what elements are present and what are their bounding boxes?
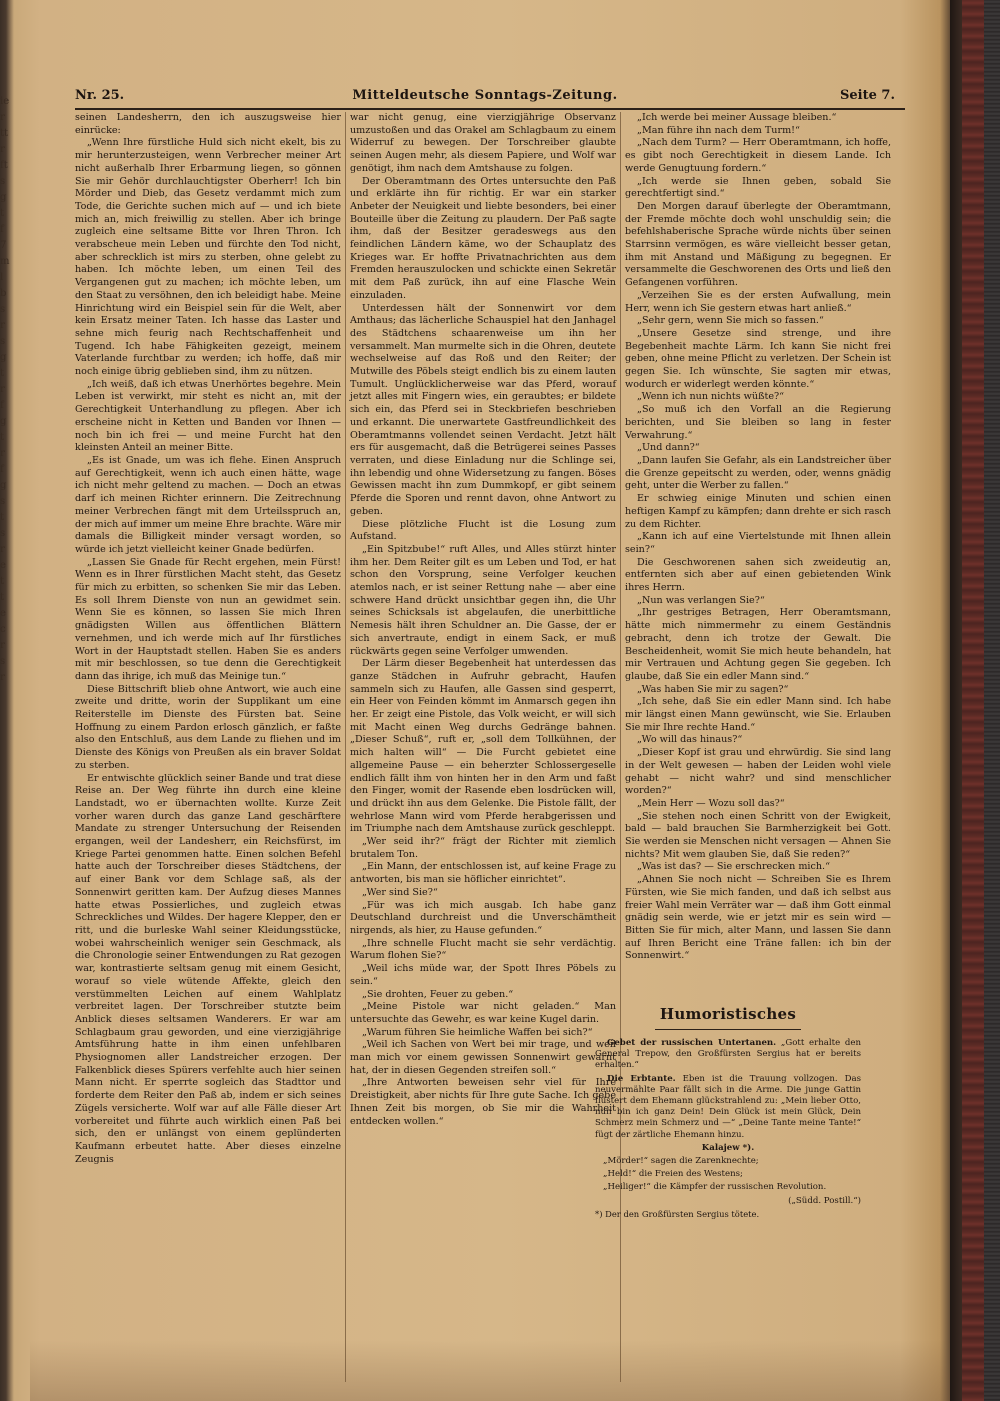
paragraph: „Wo will das hinaus?“: [637, 734, 743, 746]
header-rule: [75, 108, 905, 110]
issue-number: Nr. 25.: [75, 88, 125, 103]
paragraph: „Ich werde sie Ihnen geben, sobald Sie gerechtfertigt sind.“: [625, 175, 891, 200]
margin-fragment: ft: [0, 160, 8, 171]
humor-item: [595, 1074, 861, 1141]
margin-fragment: m: [0, 256, 10, 267]
paragraph: „Wer seid ihr?“ frägt der Richter mit ziemlich brutalem Ton.: [350, 836, 616, 860]
margin-fragment: r: [0, 320, 5, 331]
previous-page-edge: [0, 95, 14, 1375]
paragraph: „Und dann?“: [637, 442, 700, 454]
margin-fragment: c: [0, 624, 6, 635]
paragraph: „Wenn ich nun nichts wüßte?“: [637, 391, 785, 403]
paper-title: Mitteldeutsche Sonntags-Zeitung.: [352, 88, 618, 103]
paragraph: „Nach dem Turm? — Herr Oberamtmann, ich hoffe, es gibt noch Gerechtigkeit in diesem Lande. Ich werde Genugtuung fordern.“: [625, 137, 891, 174]
paragraph: Der Oberamtmann des Ortes untersuchte den Paß und erklärte ihn für richtig. Er war ein starker Anbeter der Neuigkeit und liebte besonders, bei einer Bouteille über die Zeitung zu plaudern. Der Paß sagte ihm, daß der Besitzer geradeswegs aus den feindlichen Ländern käme, wo der Schauplatz des Krieges war. Er hoffte Privatnachrichten aus dem Fremden herauszulocken und schickte einen Sekretär mit dem Paß zurück, ihn auf eine Flasche Wein einzuladen.: [350, 175, 616, 301]
paragraph: seinen Landesherrn, den ich auszugsweise hier einrücke:: [75, 112, 341, 136]
paragraph: „Was ist das? — Sie erschrecken mich.“: [637, 861, 830, 873]
page-header: [75, 88, 895, 110]
margin-fragment: t: [0, 592, 5, 603]
paragraph: „Ich werde bei meiner Aussage bleiben.“: [637, 112, 837, 123]
margin-fragment: t: [0, 368, 5, 379]
margin-fragment: t: [0, 576, 5, 587]
paragraph: Den Morgen darauf überlegte der Oberamtmann, der Fremde möchte doch wohl unschuldig sein; die befehlshaberische Sprache würde nichts über seinen Starrsinn vermögen, es wäre vielleicht besser getan, ihm mit Anstand und Mäßigung zu begegnen. Er versammelte die Geschworenen des Orts und ließ den Gefangenen vorführen.: [625, 200, 891, 289]
margin-fragment: e: [0, 560, 6, 571]
margin-fragment: t: [0, 432, 5, 443]
text-column-1: [75, 112, 341, 1165]
margin-fragment: s: [0, 336, 6, 347]
margin-fragment: g: [0, 416, 7, 427]
margin-fragment: t: [0, 512, 5, 523]
paragraph: „Ahnen Sie noch nicht — Schreiben Sie es Ihrem Fürsten, wie Sie mich fanden, und daß ich selbst aus freier Wahl mein Verräter war — daß ihm Gott einmal gnädig sein werde, wie er jetzt mir es sein wird — Bitten Sie für mich, alter Mann, und lassen Sie dann auf Ihren Bericht eine Träne fallen: ich bin der Sonnenwirt.“: [625, 874, 891, 962]
text-column-3: [625, 112, 891, 962]
paragraph: Diese Bittschrift blieb ohne Antwort, wie auch eine zweite und dritte, worin der Supplikant um eine Reiterstelle im Dienste des Fürsten bat. Seine Hoffnung zu einem Pardon erlosch gänzlich, er faßte also den Entschluß, aus dem Lande zu fliehen und im Dienste des Königs von Preußen als ein braver Soldat zu sterben.: [75, 683, 341, 771]
paragraph: „Kann ich auf eine Viertelstunde mit Ihnen allein sein?“: [625, 531, 891, 555]
margin-fragment: r: [0, 544, 5, 555]
margin-fragment: r: [0, 672, 5, 683]
paragraph: „So muß ich den Vorfall an die Regierung berichten, und Sie bleiben so lang in fester Verwahrung.“: [625, 404, 891, 441]
book-binding: [950, 0, 1000, 1401]
margin-fragment: r: [0, 384, 5, 395]
paragraph: „Meine Pistole war nicht geladen.“ Man untersuchte das Gewehr, es war keine Kugel darin.: [350, 1001, 616, 1025]
footnote: *) Der den Großfürsten Sergius tötete.: [595, 1208, 760, 1219]
paragraph: „Sie stehen noch einen Schritt von der Ewigkeit, bald — bald brauchen Sie Barmherzigkeit bei Gott. Sie werden sie Menschen nicht versagen — Ahnen Sie nichts? Mit wem glauben Sie, daß Sie reden?“: [625, 810, 891, 860]
margin-fragment: f: [0, 224, 4, 235]
paragraph: „Weil ichs müde war, der Spott Ihres Pöbels zu sein.“: [350, 963, 616, 987]
paragraph: Diese plötzliche Flucht ist die Losung zum Aufstand.: [350, 518, 616, 543]
margin-fragment: g: [0, 480, 7, 491]
paragraph: „Unsere Gesetze sind strenge, und ihre Begebenheit machte Lärm. Ich kann Sie nicht frei geben, ohne meine Pflicht zu verletzen. Der Schein ist gegen Sie. Ich wünschte, Sie sagten mir etwas, wodurch er widerlegt werden könnte.“: [625, 327, 891, 390]
paragraph: „Ein Mann, der entschlossen ist, auf keine Frage zu antworten, bis man sie höflicher einrichtet“.: [350, 861, 616, 886]
humor-section: [595, 1005, 861, 1222]
paragraph: „Ihre Antworten beweisen sehr viel für Ihre Dreistigkeit, aber nichts für Ihre gute Sache. Ich gebe Ihnen Zeit bis morgen, ob Sie mir die Wahrheit entdecken wollen.“: [350, 1077, 616, 1127]
verse-line: „Mörder!“ sagen die Zarenknechte;: [603, 1156, 759, 1167]
margin-fragment: 7: [0, 240, 7, 251]
paragraph: „Dann laufen Sie Gefahr, als ein Landstreicher über die Grenze gepeitscht zu werden, oder, wenns gnädig geht, unter die Werber zu fallen.“: [625, 454, 891, 492]
margin-fragment: e: [0, 608, 6, 619]
paragraph: „Mein Herr — Wozu soll das?“: [637, 797, 785, 809]
paragraph: „Ich weiß, daß ich etwas Unerhörtes begehre. Mein Leben ist verwirkt, mir steht es nicht an, mit der Gerechtigkeit Unterhandlung zu pflegen. Aber ich erscheine nicht in Ketten und Banden vor Ihnen — noch bin ich frei — und meine Furcht hat den kleinsten Anteil an meiner Bitte.: [75, 378, 341, 454]
heading-rule: [655, 1029, 801, 1030]
margin-fragment: tt: [0, 128, 9, 139]
column-divider: [345, 112, 346, 1382]
humor-item-title: Kalajew *).: [701, 1142, 755, 1153]
humor-item-title: Gebet der russischen Untertanen.: [607, 1038, 777, 1048]
humor-item: [595, 1038, 861, 1072]
humor-item: [595, 1143, 861, 1154]
margin-fragment: l: [0, 272, 4, 283]
paragraph: „Ihre schnelle Flucht macht sie sehr verdächtig. Warum flohen Sie?“: [350, 937, 616, 962]
verse-line: „Heiliger!“ die Kämpfer der russischen Revolution.: [603, 1182, 827, 1193]
paragraph: Er entwischte glücklich seiner Bande und trat diese Reise an. Der Weg führte ihn durch eine kleine Landstadt, wo er übernachten wollte. Kurze Zeit vorher waren durch das ganze Land geschärftere Mandate zu strenger Untersuchung der Reisenden ergangen, weil der Landesherr, ein Reichsfürst, im Kriege Partei genommen hatte. Einen solchen Befehl hatte auch der Torschreiber dieses Städtchens, der auf einer Bank vor dem Schlage saß, als der Sonnenwirt geritten kam. Der Aufzug dieses Mannes hatte etwas Possierliches, und zugleich etwas Schreckliches und Wildes. Der hagere Klepper, den er ritt, und die burleske Wahl seiner Kleidungsstücke, wobei wahrscheinlich weniger sein Geschmack, als die Chronologie seiner Entwendungen zu Rat gezogen war, kontrastierte seltsam genug mit einem Gesicht, worauf so viele wütende Affekte, gleich den verstümmelten Leichen auf einem Wahlplatz verbreitet lagen. Der Torschreiber stutzte beim Anblick dieses seltsamen Wanderers. Er war am Schlagbaum grau geworden, und eine vierzigjährige Amtsführung hatte in ihm einen unfehlbaren Physiognomen aller Landstreicher erzogen. Der Falkenblick dieses Spürers verfehlte auch hier seinen Mann nicht. Er sperrte sogleich das Stadttor und forderte dem Reiter den Paß ab, indem er sich seines Zügels versicherte. Wolf war auf alle Fälle dieser Art vorbereitet und führte auch wirklich einen Paß bei sich, den er unlängst von einem geplünderten Kaufmann erbeutet hatte. Aber dieses einzelne Zeugnis: [75, 772, 341, 1165]
verse-source: („Südd. Postill.“): [788, 1195, 861, 1206]
paragraph: „Ich sehe, daß Sie ein edler Mann sind. Ich habe mir längst einen Mann gewünscht, wie Sie. Erlauben Sie mir Ihre rechte Hand.“: [625, 696, 891, 733]
paragraph: „Es ist Gnade, um was ich flehe. Einen Anspruch auf Gerechtigkeit, wenn ich auch einen hätte, wage ich nicht mehr geltend zu machen. — Doch an etwas darf ich meinen Richter erinnern. Die Zeitrechnung meiner Verbrechen fängt mit dem Urteilsspruch an, der mich auf immer um meine Ehre brachte. Wäre mir damals die Billigkeit minder versagt worden, so würde ich jetzt vielleicht keiner Gnade bedürfen.: [75, 454, 341, 555]
paragraph: „Warum führen Sie heimliche Waffen bei sich?“: [362, 1026, 593, 1038]
paragraph: „Nun was verlangen Sie?“: [637, 594, 765, 606]
humor-heading: Humoristisches: [659, 1005, 797, 1023]
margin-fragment: s: [0, 176, 6, 187]
paragraph: Unterdessen hält der Sonnenwirt vor dem Amthaus; das lächerliche Schauspiel hat den Janhagel des Städtchens schaarenweise um ihn her versammelt. Man murmelte sich in die Ohren, deutete wechselweise auf das Roß und den Reiter; der Mutwille des Pöbels steigt endlich bis zu einem lauten Tumult. Unglücklicherweise war das Pferd, worauf jetzt alles mit Fingern wies, ein geraubtes; er bildete sich ein, das Pferd sei in Steckbriefen beschrieben und erkannt. Die unerwartete Gastfreundlichkeit des Oberamtmanns vollendet seinen Verdacht. Jetzt hält ers für ausgemacht, daß die Betrügerei seines Passes verraten, und diese Einladung nur die Schlinge sei, ihn lebendig und ohne Widersetzung zu fangen. Böses Gewissen macht ihn zum Dummkopf, er gibt seinem Pferde die Sporen und rennt davon, ohne Antwort zu geben.: [350, 302, 616, 517]
paragraph: „Ein Spitzbube!“ ruft Alles, und Alles stürzt hinter ihm her. Dem Reiter gilt es um Leben und Tod, er hat schon den Vorsprung, seine Verfolger keuchen atemlos nach, er ist seiner Rettung nahe — aber eine schwere Hand drückt unsichtbar gegen ihn, die Uhr seines Schicksals ist abgelaufen, die unerbittliche Nemesis hält ihren Schuldner an. Die Gasse, der er sich anvertraute, endigt in einem Sack, er muß rückwärts gegen seine Verfolger umwenden.: [350, 543, 616, 657]
humor-item-text: „Gott erhalte den General Trepow, den Großfürsten Sergius hat er bereits erhalten.“: [595, 1038, 862, 1071]
margin-fragment: s: [0, 528, 6, 539]
margin-fragment: f: [0, 400, 4, 411]
page-wear: [30, 1340, 950, 1401]
page-number: Seite 7.: [840, 88, 895, 103]
margin-fragment: s: [0, 304, 6, 315]
margin-fragment: s: [0, 656, 6, 667]
paragraph: „Was haben Sie mir zu sagen?“: [637, 683, 789, 695]
paragraph: „Sie drohten, Feuer zu geben.“: [362, 988, 514, 1000]
margin-fragment: ie: [0, 96, 10, 107]
text-column-2: [350, 112, 616, 1127]
humor-item-text: Eben ist die Trauung vollzogen. Das neuvermählte Paar fällt sich in die Arme. Die junge Gattin flüstert dem Ehemann glückstrahlend zu: „Mein lieber Otto, nun bin ich ganz Dein! Dein Glück ist mein Glück, Dein Schmerz mein Schmerz und —“ „Deine Tante meine Tante!“ fügt der zärtliche Ehemann hinzu.: [595, 1073, 861, 1140]
paragraph: Die Geschworenen sahen sich zweideutig an, entfernten sich aber auf einen gebietenden Wink ihres Herrn.: [625, 556, 891, 594]
verse-line: „Held!“ die Freien des Westens;: [603, 1169, 743, 1180]
margin-fragment: r: [0, 640, 5, 651]
paragraph: „Weil ich Sachen von Wert bei mir trage, und weil man mich vor einem gewissen Sonnenwirt gewarnt hat, der in diesen Gegenden streifen soll.“: [350, 1039, 616, 1076]
margin-fragment: g: [0, 192, 7, 203]
margin-fragment: r: [0, 144, 5, 155]
paragraph: „Wer sind Sie?“: [362, 886, 438, 898]
margin-fragment: s: [0, 496, 6, 507]
margin-fragment: r: [0, 112, 5, 123]
paragraph: „Sehr gern, wenn Sie mich so fassen.“: [637, 315, 824, 327]
paragraph: Der Lärm dieser Begebenheit hat unterdessen das ganze Städchen in Aufruhr gebracht, Haufen sammeln sich zu Haufen, alle Gassen sind gesperrt, ein Heer von Feinden kömmt im Anmarsch gegen ihn her. Er zeigt eine Pistole, das Volk weicht, er will sich mit Macht einen Weg durchs Gedränge bahnen. „Dieser Schuß“, ruft er, „soll dem Tollkühnen, der mich halten will“ — Die Furcht gebietet eine allgemeine Pause — ein beherzter Schlossergeselle endlich fällt ihm von hinten her in den Arm und faßt den Finger, womit der Rasende eben losdrücken will, und drückt ihn aus dem Gelenke. Die Pistole fällt, der wehrlose Mann wird vom Pferde herabgerissen und im Triumphe nach dem Amtshause zurück geschleppt.: [350, 658, 616, 835]
margin-fragment: g: [0, 352, 7, 363]
paragraph: Er schwieg einige Minuten und schien einen heftigen Kampf zu kämpfen; dann drehte er sich rasch zu dem Richter.: [625, 493, 891, 530]
paragraph: „Man führe ihn nach dem Turm!“: [637, 124, 800, 136]
paragraph: „Lassen Sie Gnade für Recht ergehen, mein Fürst! Wenn es in Ihrer fürstlichen Macht steht, das Gesetz für mich zu erbitten, so schenken Sie mir das Leben. Es soll Ihrem Dienste von nun an gewidmet sein. Wenn Sie es können, so lassen Sie mich Ihren gnädigsten Willen aus öffentlichen Blättern vernehmen, und ich werde mich auf Ihr fürstliches Wort in der Hauptstadt stellen. Haben Sie es anders mit mir beschlossen, so tue denn die Gerechtigkeit dann das ihrige, ich muß das Meinige tun.“: [75, 556, 341, 682]
paragraph: „Dieser Kopf ist grau und ehrwürdig. Sie sind lang in der Welt gewesen — haben der Leiden wohl viele gehabt — nicht wahr? und sind menschlicher worden?“: [625, 747, 891, 797]
paragraph: „Ihr gestriges Betragen, Herr Oberamtsmann, hätte mich nimmermehr zu einem Geständnis gebracht, denn ich trotze der Gewalt. Die Bescheidenheit, womit Sie mich heute behandeln, hat mir Vertrauen und Achtung gegen Sie gegeben. Ich glaube, daß Sie ein edler Mann sind.“: [625, 607, 891, 682]
paragraph: „Wenn Ihre fürstliche Huld sich nicht ekelt, bis zu mir herunterzusteigen, wenn Verbrecher meiner Art nicht außerhalb Ihrer Erbarmung liegen, so gönnen Sie mir Gehör durchlauchtigster Oberherr! Ich bin Mörder und Dieb, das Gesetz verdammt mich zum Tode, die Gerichte suchen mich auf — und ich biete mich an, mich freiwillig zu stellen. Aber ich bringe zugleich eine seltsame Bitte vor Ihren Thron. Ich verabscheue mein Leben und fürchte den Tod nicht, aber schrecklich ist mirs zu sterben, ohne gelebt zu haben. Ich möchte leben, um einen Teil des Vergangenen gut zu machen; ich möchte leben, um den Staat zu versöhnen, den ich beleidigt habe. Meine Hinrichtung wird ein Beispiel sein für die Welt, aber kein Ersatz meiner Taten. Ich hasse das Laster und sehne mich feurig nach Rechtschaffenheit und Tugend. Ich habe Fähigkeiten gezeigt, meinem Vaterlande furchtbar zu werden; ich hoffe, daß mir noch einige übrig geblieben sind, ihm zu nützen.: [75, 137, 341, 378]
paragraph: „Für was ich mich ausgab. Ich habe ganz Deutschland durchreist und die Unverschämtheit nirgends, als hier, zu Hause gefunden.“: [350, 899, 616, 936]
humor-item-title: Die Erbtante.: [607, 1073, 676, 1084]
margin-fragment: f: [0, 464, 4, 475]
paragraph: „Verzeihen Sie es der ersten Aufwallung, mein Herr, wenn ich Sie gestern etwas hart anließ.“: [625, 289, 891, 314]
margin-fragment: r: [0, 448, 5, 459]
margin-fragment: t: [0, 208, 5, 219]
paragraph: war nicht genug, eine vierzigjährige Observanz umzustoßen und das Orakel am Schlagbaum zu einem Widerruf zu bewegen. Der Torschreiber glaubte seinen Augen mehr, als diesem Papiere, und Wolf war genötigt, ihm nach dem Amtshause zu folgen.: [350, 112, 616, 174]
margin-fragment: b: [0, 288, 7, 299]
